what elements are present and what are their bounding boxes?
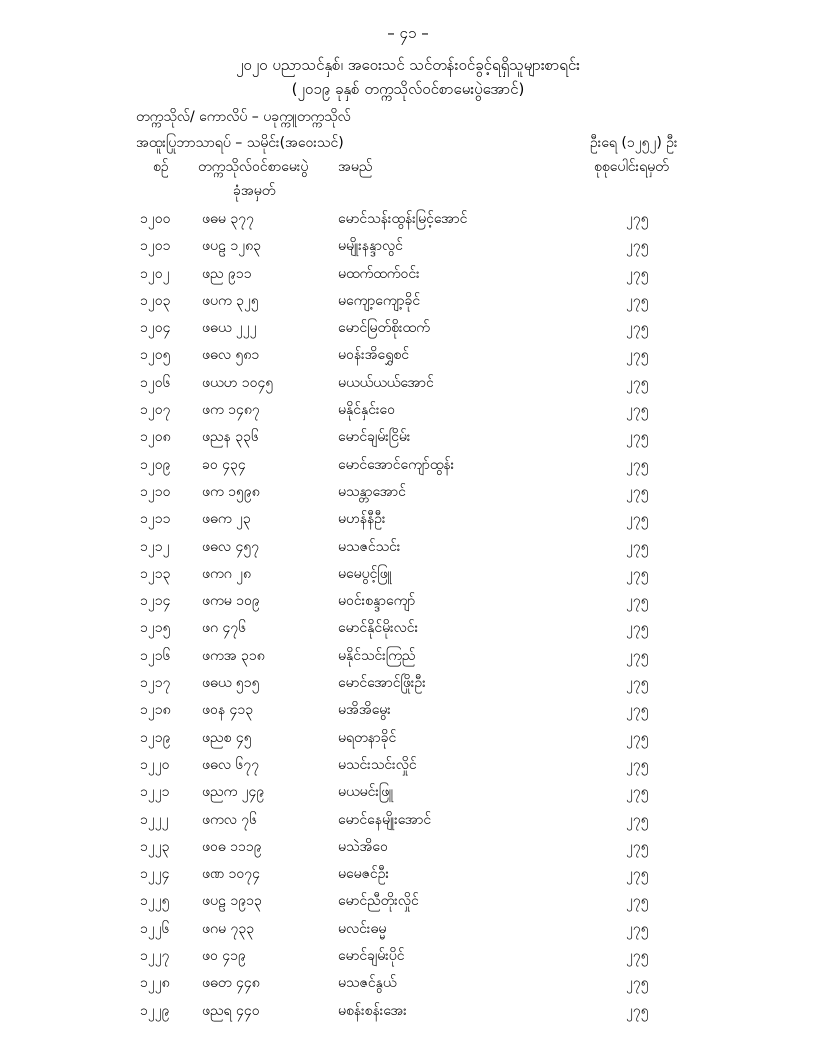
table-row <box>0 837 816 864</box>
roll-number: ဖဂမ ၇၃၃ <box>202 920 255 937</box>
total-marks: ၂၇၅ <box>626 429 649 446</box>
total-marks: ၂၇၅ <box>626 593 649 610</box>
table-row <box>0 591 816 618</box>
table-row <box>0 618 816 645</box>
roll-number: ဖယဟ ၁၀၄၅ <box>202 374 274 391</box>
row-number: ၁၂၂၇ <box>140 948 170 965</box>
student-name: မနိုင်နှင်းဝေ <box>338 402 396 419</box>
row-number: ၁၂၀၆ <box>140 374 171 391</box>
table-row <box>0 728 816 755</box>
table-row <box>0 646 816 673</box>
table-row <box>0 400 816 427</box>
row-number: ၁၂၀၇ <box>140 402 171 419</box>
row-number: ၁၂၀၃ <box>140 292 171 309</box>
roll-number: ဖဓမ ၃၇၇ <box>202 211 254 227</box>
roll-number: ဖပဠ ၁၉၁၃ <box>202 893 262 910</box>
row-number: ၁၂၁၉ <box>140 729 171 746</box>
student-name: မမေဇင်ဦး <box>338 866 390 883</box>
total-marks: ၂၇၅ <box>626 975 649 992</box>
row-number: ၁၂၂၁ <box>140 784 170 801</box>
row-number: ၁၂၁၄ <box>140 593 171 610</box>
total-marks: ၂၇၅ <box>626 675 649 692</box>
student-name: မစန်းစန်းအေး <box>338 1002 407 1019</box>
roll-number: ဖကအ ၃၁၈ <box>202 647 265 664</box>
total-count: ဦးရေ (၁၂၅၂) ဦး <box>590 135 678 151</box>
subject-label: အထူးပြုဘာသာရပ် – သမိုင်း(အဝေးသင်) <box>136 135 344 151</box>
total-marks: ၂၇၅ <box>626 456 649 473</box>
roll-number: ဖကလ ၇၆ <box>202 811 258 828</box>
student-name: မောင်အောင်ကျော်ထွန်း <box>338 456 455 473</box>
student-name: မသင်းသင်းလှိုင် <box>338 756 417 773</box>
table-row <box>0 509 816 536</box>
roll-number: ဖညရ ၄၄၀ <box>202 1002 260 1019</box>
row-number: ၁၂၂၆ <box>140 920 170 937</box>
row-number: ၁၂၂၅ <box>140 893 170 910</box>
page-number: – ၄၁ – <box>387 24 429 42</box>
table-row <box>0 946 816 973</box>
roll-number: ဖဝဓ ၁၁၁၉ <box>202 838 262 855</box>
total-marks: ၂၇၅ <box>626 948 649 965</box>
row-number: ၁၂၁၁ <box>140 511 171 528</box>
row-number: ၁၂၁၀ <box>140 483 171 500</box>
column-header-roll-no: တက္ကသိုလ်ဝင်စာမေးပွဲ <box>198 159 309 175</box>
student-name: မကျော့ကျော့ခိုင် <box>338 292 421 309</box>
student-name: မဝင်းစန္ဒာကျော် <box>338 593 416 610</box>
table-row <box>0 236 816 263</box>
roll-number: ဖဓယ ၂၂၂ <box>202 320 257 337</box>
student-name: မယမင်းဖြူ <box>338 784 394 801</box>
roll-number: ဖဓယ ၅၁၅ <box>202 675 260 692</box>
total-marks: ၂၇၅ <box>626 866 649 883</box>
row-number: ၁၂၀၈ <box>140 429 171 446</box>
document-title: ၂၀၂၀ ပညာသင်နှစ်၊ အဝေးသင် သင်တန်းဝင်ခွင့်ရရှိသူများစာရင်း <box>236 56 580 74</box>
total-marks: ၂၇၅ <box>626 483 649 500</box>
student-name: မဟန်နီဦး <box>338 511 386 528</box>
total-marks: ၂၇၅ <box>626 320 649 337</box>
roll-number: ခဝ ၄၃၄ <box>202 456 246 473</box>
total-marks: ၂၇၅ <box>626 893 649 910</box>
table-row <box>0 810 816 837</box>
total-marks: ၂၇၅ <box>626 511 649 528</box>
column-header-name: အမည် <box>338 159 373 175</box>
row-number: ၁၂၁၆ <box>140 647 171 664</box>
row-number: ၁၂၀၁ <box>140 238 171 255</box>
table-row <box>0 891 816 918</box>
total-marks: ၂၇၅ <box>626 538 649 555</box>
student-name: မမေပွင့်ဖြူ <box>338 565 392 582</box>
table-row <box>0 919 816 946</box>
total-marks: ၂၇၅ <box>626 292 649 309</box>
student-name: မောင်နေမျိုးအောင် <box>338 811 432 828</box>
roll-number: ဖညစ ၄၅ <box>202 729 252 746</box>
roll-number: ဖကမ ၁၀၉ <box>202 593 260 610</box>
row-number: ၁၂၁၇ <box>140 675 171 692</box>
student-name: မအိအိမွေး <box>338 702 391 719</box>
total-marks: ၂၇၅ <box>626 374 649 391</box>
table-row <box>0 755 816 782</box>
total-marks: ၂၇၅ <box>626 565 649 582</box>
total-marks: ၂၇၅ <box>626 1002 649 1019</box>
total-marks: ၂၇၅ <box>626 729 649 746</box>
student-name: မောင်မြတ်စိုးထက် <box>338 320 430 337</box>
table-row <box>0 973 816 1000</box>
total-marks: ၂၇၅ <box>626 265 649 282</box>
total-marks: ၂၇၅ <box>626 838 649 855</box>
student-name: မရတနာခိုင် <box>338 729 397 746</box>
table-row <box>0 373 816 400</box>
table-row <box>0 700 816 727</box>
row-number: ၁၂၀၀ <box>140 211 171 227</box>
total-marks: ၂၇၅ <box>626 702 649 719</box>
total-marks: ၂၇၅ <box>626 211 649 227</box>
roll-number: ဖဂ ၄၇၆ <box>202 620 247 637</box>
row-number: ၁၂၂၈ <box>140 975 170 992</box>
roll-number: ဖက ၁၄၈၇ <box>202 402 260 419</box>
table-row <box>0 318 816 345</box>
table-row <box>0 564 816 591</box>
student-name: မောင်အောင်ဖြိုးဦး <box>338 675 426 692</box>
roll-number: ဖဝန ၄၁၃ <box>202 702 254 719</box>
roll-number: ဖည ၉၁၁ <box>202 265 252 282</box>
row-number: ၁၂၂၀ <box>140 756 170 773</box>
column-header-roll-no-line2: ခုံအမှတ် <box>233 183 276 199</box>
row-number: ၁၂၂၉ <box>140 1002 170 1019</box>
total-marks: ၂၇၅ <box>626 920 649 937</box>
student-name: မမျိုးနန္ဒာလွင် <box>338 238 403 255</box>
roll-number: ဖဏ ၁၀၇၄ <box>202 866 261 883</box>
row-number: ၁၂၁၃ <box>140 565 171 582</box>
results-list <box>0 209 816 1028</box>
row-number: ၁၂၂၂ <box>140 811 169 828</box>
roll-number: ဖဓလ ၆၇၇ <box>202 756 260 773</box>
roll-number: ဖဓလ ၅၈၁ <box>202 347 260 364</box>
student-name: မောင်ချမ်းငြိမ်း <box>338 429 411 446</box>
roll-number: ဖဓက ၂၃ <box>202 511 251 528</box>
roll-number: ဖဓတ ၄၄၈ <box>202 975 260 992</box>
university-label: တက္ကသိုလ်/ ကောလိပ် – ပခုက္ကူတက္ကသိုလ် <box>136 109 351 125</box>
table-row <box>0 482 816 509</box>
column-header-no: စဉ် <box>153 159 169 175</box>
total-marks: ၂၇၅ <box>626 238 649 255</box>
total-marks: ၂၇၅ <box>626 347 649 364</box>
student-name: မဝန်းအိရွှေစင် <box>338 347 410 364</box>
table-row <box>0 264 816 291</box>
table-row <box>0 209 816 236</box>
student-name: မောင်ချမ်းပိုင် <box>338 948 405 965</box>
row-number: ၁၂၁၂ <box>140 538 170 555</box>
row-number: ၁၂၀၄ <box>140 320 171 337</box>
roll-number: ဖက ၁၅၉၈ <box>202 483 260 500</box>
row-number: ၁၂၂၄ <box>140 866 170 883</box>
table-row <box>0 1001 816 1028</box>
student-name: မထက်ထက်ဝင်း <box>338 265 420 282</box>
document-subtitle: (၂၀၁၉ ခုနှစ် တက္ကသိုလ်ဝင်စာမေးပွဲအောင်) <box>291 80 525 98</box>
table-row <box>0 537 816 564</box>
table-row <box>0 673 816 700</box>
row-number: ၁၂၁၈ <box>140 702 171 719</box>
roll-number: ဖဓလ ၄၅၇ <box>202 538 260 555</box>
roll-number: ဖပက ၃၂၅ <box>202 292 259 309</box>
student-name: မသဇင်နွယ် <box>338 975 397 992</box>
total-marks: ၂၇၅ <box>626 402 649 419</box>
column-header-total-marks: စုစုပေါင်းရမှတ် <box>594 159 669 175</box>
roll-number: ဖဝ ၄၁၉ <box>202 948 246 965</box>
student-name: မောင်နိုင်မိုးလင်း <box>338 620 419 637</box>
student-name: မောင်သန်းထွန်းမြင့်အောင် <box>338 211 468 227</box>
table-row <box>0 455 816 482</box>
table-row <box>0 427 816 454</box>
row-number: ၁၂၂၃ <box>140 838 170 855</box>
student-name: မသဇင်သင်း <box>338 538 401 555</box>
student-name: မလင်းဓမ္မ <box>338 920 387 937</box>
table-row <box>0 864 816 891</box>
student-name: မယယ်ယယ်အောင် <box>338 374 434 391</box>
student-name: မသဲအိဝေ <box>338 838 388 855</box>
row-number: ၁၂၁၅ <box>140 620 171 637</box>
row-number: ၁၂၀၉ <box>140 456 171 473</box>
total-marks: ၂၇၅ <box>626 647 649 664</box>
total-marks: ၂၇၅ <box>626 811 649 828</box>
roll-number: ဖပဠ ၁၂၈၃ <box>202 238 262 255</box>
roll-number: ဖညန ၃၃၆ <box>202 429 259 446</box>
row-number: ၁၂၀၅ <box>140 347 171 364</box>
roll-number: ဖညက ၂၄၉ <box>202 784 265 801</box>
table-row <box>0 345 816 372</box>
total-marks: ၂၇၅ <box>626 620 649 637</box>
student-name: မနိုင်သင်းကြည် <box>338 647 416 664</box>
table-row <box>0 291 816 318</box>
total-marks: ၂၇၅ <box>626 756 649 773</box>
student-name: မသန္တာအောင် <box>338 483 406 500</box>
student-name: မောင်ညီတိုးလှိုင် <box>338 893 419 910</box>
total-marks: ၂၇၅ <box>626 784 649 801</box>
row-number: ၁၂၀၂ <box>140 265 170 282</box>
table-row <box>0 782 816 809</box>
roll-number: ဖကဂ ၂၈ <box>202 565 252 582</box>
